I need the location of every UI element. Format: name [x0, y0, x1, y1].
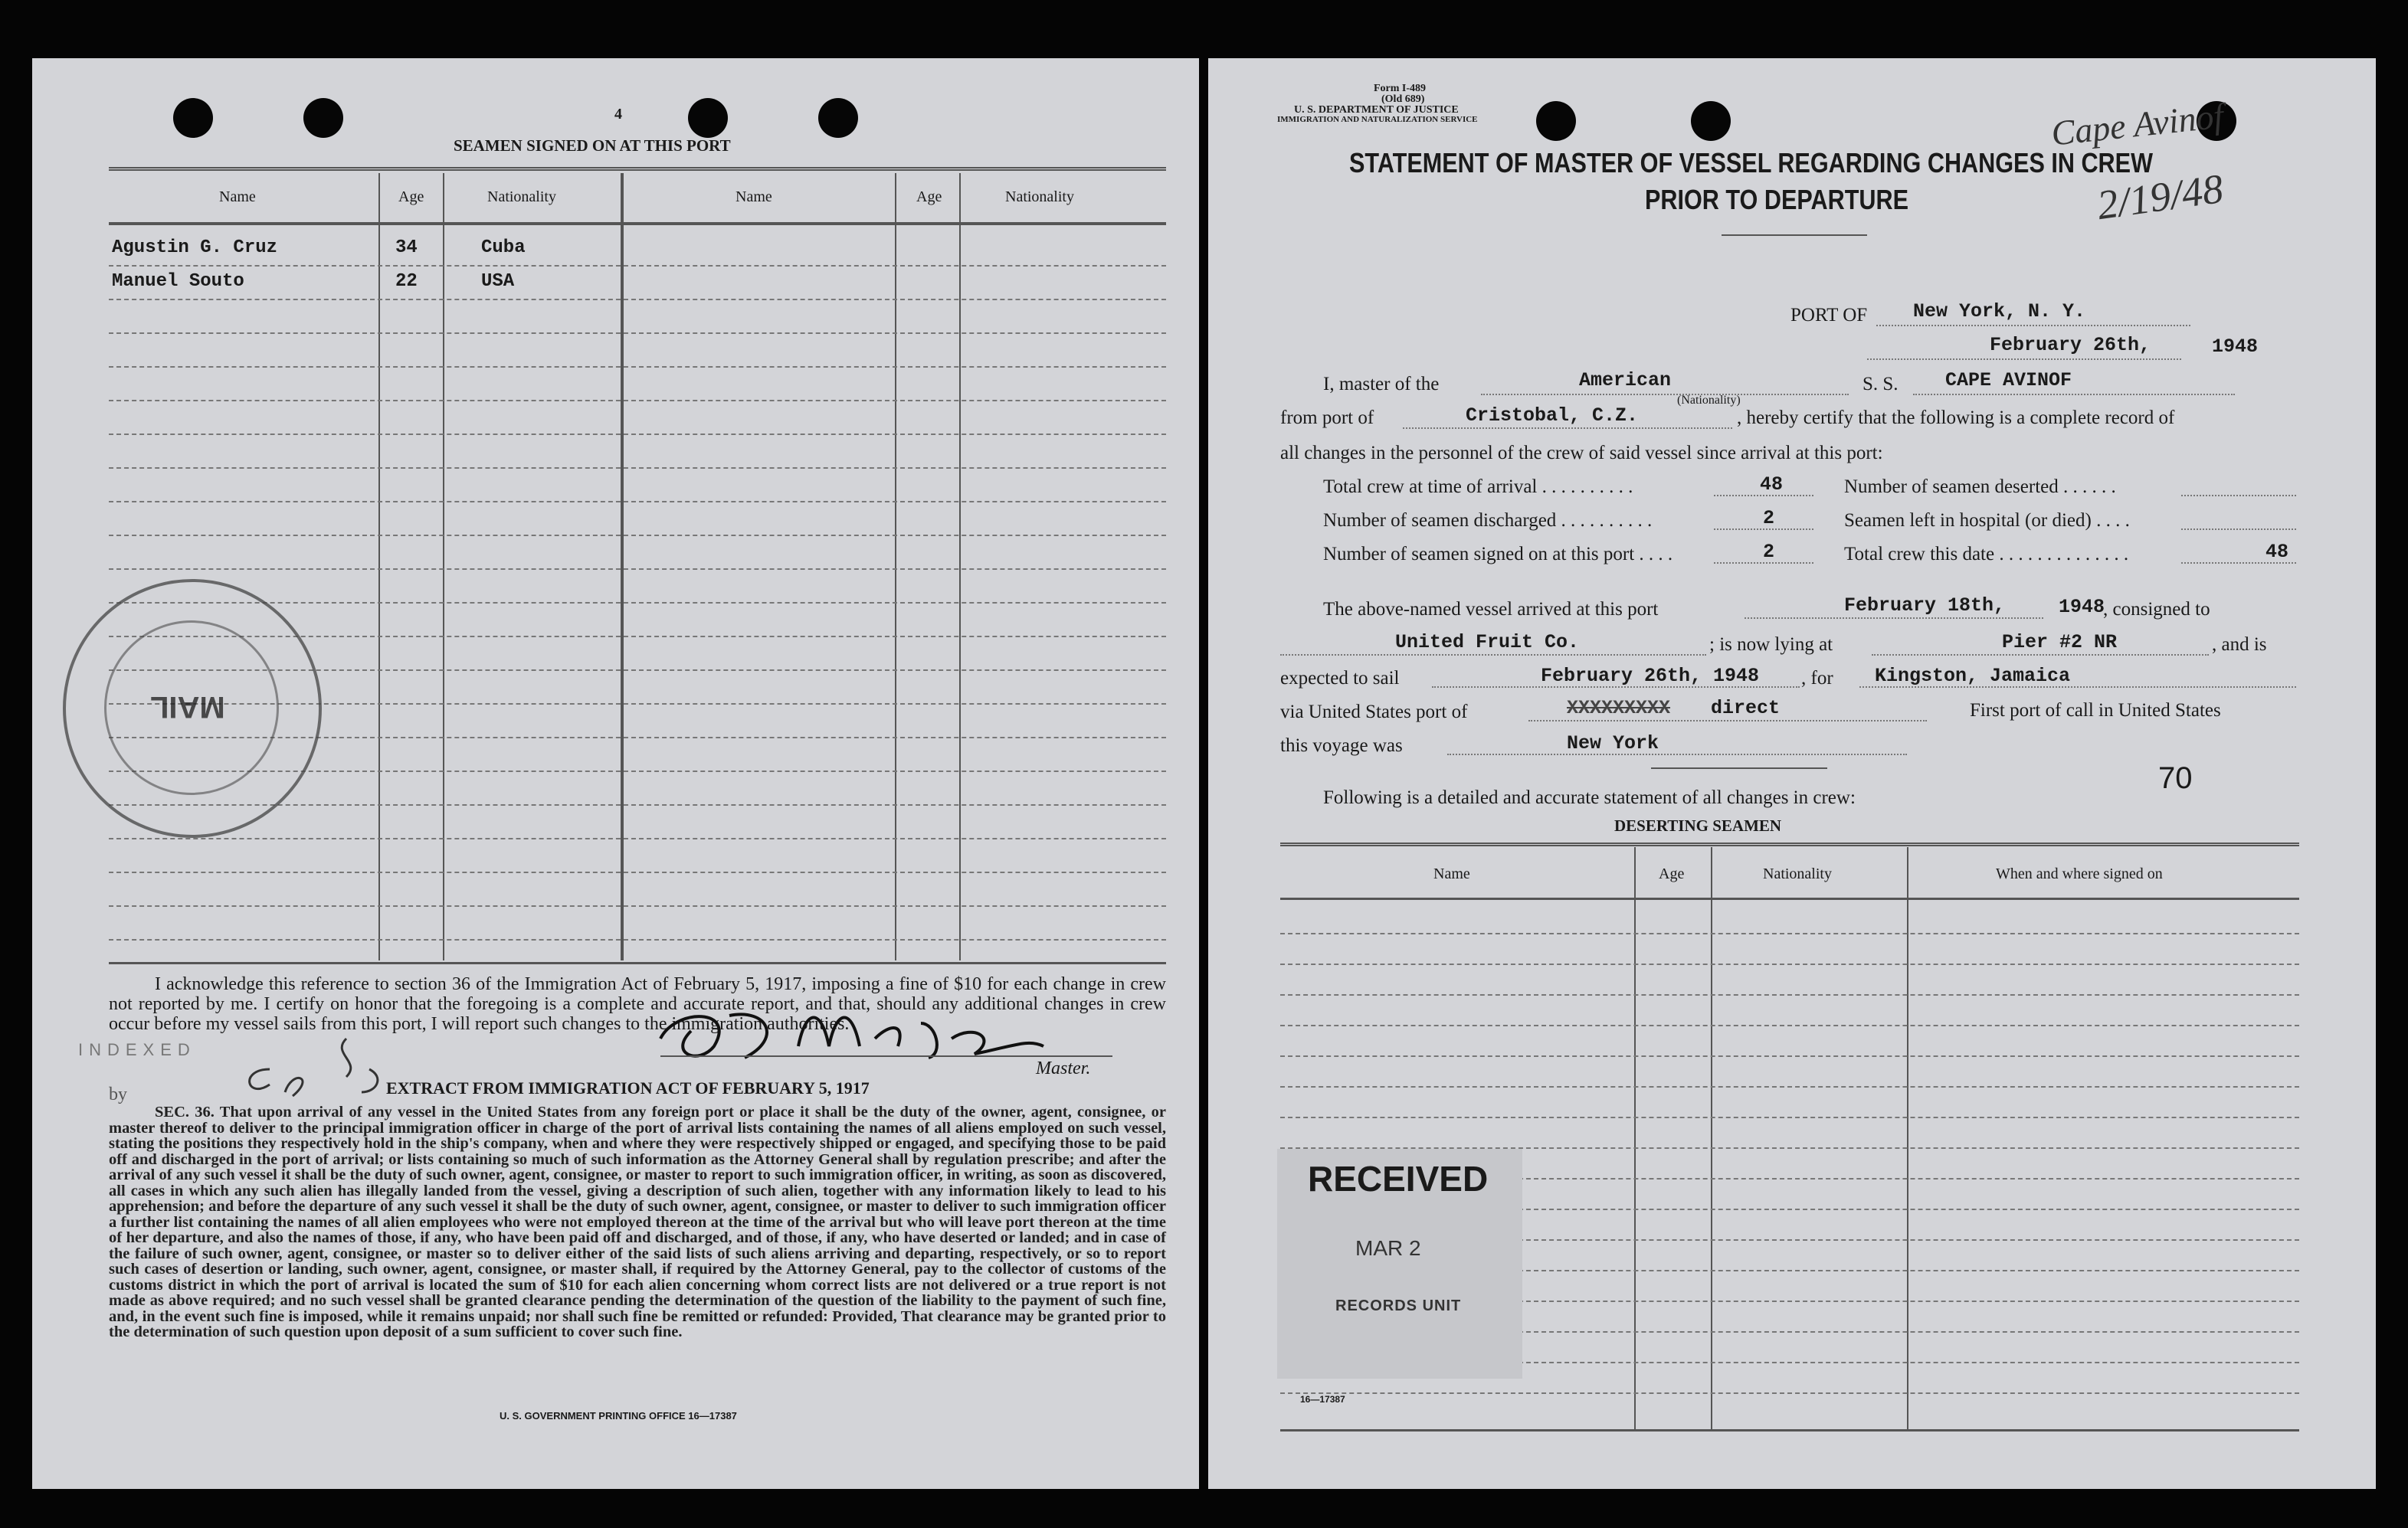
- mail-stamp-text: MAIL: [150, 690, 225, 724]
- voyage-label: this voyage was: [1280, 735, 1403, 756]
- pier-value: Pier #2 NR: [2002, 631, 2118, 653]
- following-label: Following is a detailed and accurate statement of all changes in crew:: [1323, 787, 1856, 808]
- punch-hole: [173, 98, 213, 138]
- punch-hole: [1536, 101, 1576, 141]
- received-date: MAR 2: [1355, 1236, 1421, 1260]
- master-of-label: I, master of the: [1323, 374, 1440, 394]
- nationality-value: American: [1579, 369, 1672, 391]
- arrived-value: February 18th,: [1844, 594, 2006, 617]
- punch-hole: [1691, 101, 1731, 141]
- nationality-caption: (Nationality): [1677, 394, 1741, 407]
- col-nationality-2: Nationality: [1005, 188, 1074, 205]
- form-number: Form I-489: [1374, 83, 1427, 94]
- received-stamp: RECEIVED: [1308, 1159, 1489, 1199]
- signed-on-label: Number of seamen signed on at this port . . . .: [1323, 544, 1673, 564]
- discharged-label: Number of seamen discharged . . . . . . . . . .: [1323, 510, 1653, 531]
- form-subtitle: PRIOR TO DEPARTURE: [1645, 184, 1908, 215]
- total-arrival-label: Total crew at time of arrival . . . . . . . . . .: [1323, 476, 1633, 497]
- seaman-age: 34: [395, 237, 418, 258]
- voyage-value: New York: [1567, 732, 1659, 754]
- arrived-year: 1948: [2059, 596, 2105, 618]
- deserting-title: DESERTING SEAMEN: [1614, 816, 1782, 835]
- consignee-value: United Fruit Co.: [1395, 631, 1580, 653]
- page-number: 4: [614, 106, 622, 123]
- date-value: February 26th,: [1990, 334, 2151, 356]
- year-value: 1948: [2212, 335, 2259, 358]
- vessel-value: CAPE AVINOF: [1945, 369, 2072, 391]
- via-label: via United States port of: [1280, 702, 1468, 722]
- master-signature: [645, 993, 1074, 1077]
- mail-date-stamp: [63, 579, 322, 838]
- discharged-value: 2: [1763, 507, 1775, 529]
- arrived-label: The above-named vessel arrived at this port: [1323, 599, 1659, 620]
- master-label: Master.: [1036, 1058, 1091, 1078]
- deserted-label: Number of seamen deserted . . . . . .: [1844, 476, 2116, 497]
- handwritten-vessel: Cape Avinof: [2049, 96, 2226, 153]
- form-old: (Old 689): [1381, 93, 1425, 105]
- signed-on-value: 2: [1763, 541, 1775, 563]
- seamen-signed-title: SEAMEN SIGNED ON AT THIS PORT: [454, 136, 731, 155]
- first-port-label: First port of call in United States: [1970, 700, 2221, 721]
- changes-text: all changes in the personnel of the crew of said vessel since arrival at this port:: [1280, 443, 1883, 463]
- service: IMMIGRATION AND NATURALIZATION SERVICE: [1277, 115, 1478, 124]
- desert-col-name: Name: [1433, 865, 1470, 882]
- total-arrival-value: 48: [1760, 473, 1784, 496]
- and-is-label: , and is: [2212, 634, 2267, 655]
- seaman-age: 22: [395, 271, 418, 292]
- by-label: by: [109, 1085, 127, 1104]
- punch-hole: [303, 98, 343, 138]
- left-page: [32, 58, 1199, 1489]
- desert-col-nationality: Nationality: [1763, 865, 1832, 882]
- ss-label: S. S.: [1863, 374, 1899, 394]
- department: U. S. DEPARTMENT OF JUSTICE: [1294, 104, 1459, 116]
- desert-col-age: Age: [1659, 865, 1685, 882]
- from-port-value: Cristobal, C.Z.: [1466, 404, 1639, 427]
- col-name: Name: [219, 188, 256, 205]
- handwritten-date: 2/19/48: [2094, 165, 2226, 229]
- col-name-2: Name: [736, 188, 772, 205]
- expected-label: expected to sail: [1280, 668, 1400, 689]
- extract-title: EXTRACT FROM IMMIGRATION ACT OF FEBRUARY 5, 1917: [386, 1078, 870, 1098]
- certify-text: , hereby certify that the following is a complete record of: [1737, 407, 2175, 428]
- punch-hole: [818, 98, 858, 138]
- form-code: 16—17387: [1300, 1394, 1345, 1405]
- via-value: direct: [1711, 697, 1781, 719]
- indexed-initials: [216, 1023, 415, 1108]
- indexed-stamp: INDEXED: [78, 1040, 196, 1059]
- form-title: STATEMENT OF MASTER OF VESSEL REGARDING CHANGES IN CREW: [1349, 147, 2153, 178]
- right-page: [1208, 58, 2376, 1489]
- lying-label: ; is now lying at: [1709, 634, 1833, 655]
- punch-hole: [688, 98, 728, 138]
- records-unit-stamp: RECORDS UNIT: [1335, 1297, 1462, 1314]
- port-value: New York, N. Y.: [1913, 300, 2086, 322]
- seaman-name: Manuel Souto: [112, 271, 244, 292]
- total-date-label: Total crew this date . . . . . . . . . . . . . .: [1844, 544, 2129, 564]
- total-date-value: 48: [2265, 541, 2289, 563]
- struck-port: XXXXXXXXX: [1567, 697, 1671, 719]
- page-tally: 70: [2158, 761, 2193, 795]
- extract-text: SEC. 36. That upon arrival of any vessel in the United States from any foreign port or place it shall be the duty of the owner, agent, consignee, or master thereof to deliver to the principal immigration officer in charge of the port of arrival lists containing the names of all aliens employed on such vessel, stating the positions they respectively hold in the ship's company, when and where they were respectively shipped or engaged, and specifying those to be paid off and discharged in the port of arrival; or lists containing so much of such information as the Attorney General shall by regulation prescribe; and after the arrival of any such vessel it shall be the duty of such owner, agent, consignee, or master to report to such immigration officer, in writing, as soon as discovered, all cases in which any such alien has illegally landed from the vessel, giving a description of such alien, together with any information likely to lead to his apprehension; and before the departure of any such vessel it shall be the duty of such owner, agent, consignee, or master to deliver to such immigration officer a further list containing the names of all alien employees who were not employed thereon at the time of the arrival but who will leave port thereon at the time of her departure, and also the names of those, if any, who have been paid off and discharged, and of those, if any, who have deserted or landed; and in case of the failure of such owner, agent, consignee, or master so to deliver either of the said lists of such aliens arriving and departing, respectively, or so to report such cases of desertion or landing, such owner, agent, consignee, or master shall, if required by the Attorney General, pay to the collector of customs of the customs district in which the port of arrival is located the sum of $10 for each alien concerning whom correct lists are not delivered or a true report is not made as above required; and no such vessel shall be granted clearance pending the determination of the question of the liability to the payment of such fine, and, in the event such fine is imposed, while it remains unpaid; nor shall such fine be remitted or refunded: Provided, That clearance may be granted prior to the determination of such question upon deposit of a sum sufficient to cover such fine.: [109, 1104, 1166, 1340]
- col-age: Age: [398, 188, 424, 205]
- from-port-label: from port of: [1280, 407, 1374, 428]
- acknowledgement: I acknowledge this reference to section 36 of the Immigration Act of February 5, 1917, imposing a fine of $10 for each change in crew not reported by me. I certify on honor that the foregoing is a complete and accurate report, and that, should any additional changes in crew occur before my vessel sails from this port, I will report such changes to the immigration authorities.: [109, 974, 1166, 1034]
- seaman-nationality: Cuba: [481, 237, 526, 258]
- port-of-label: PORT OF: [1790, 305, 1868, 326]
- consigned-label: , consigned to: [2103, 599, 2210, 620]
- sail-value: February 26th, 1948: [1541, 665, 1760, 687]
- hospital-label: Seamen left in hospital (or died) . . . .: [1844, 510, 2130, 531]
- for-label: , for: [1801, 668, 1833, 689]
- col-nationality: Nationality: [487, 188, 556, 205]
- destination-value: Kingston, Jamaica: [1875, 665, 2071, 687]
- seaman-nationality: USA: [481, 271, 515, 292]
- desert-col-signed-on: When and where signed on: [1996, 865, 2163, 882]
- seaman-name: Agustin G. Cruz: [112, 237, 278, 258]
- col-age-2: Age: [916, 188, 942, 205]
- printing-office: U. S. GOVERNMENT PRINTING OFFICE 16—17387: [500, 1410, 737, 1422]
